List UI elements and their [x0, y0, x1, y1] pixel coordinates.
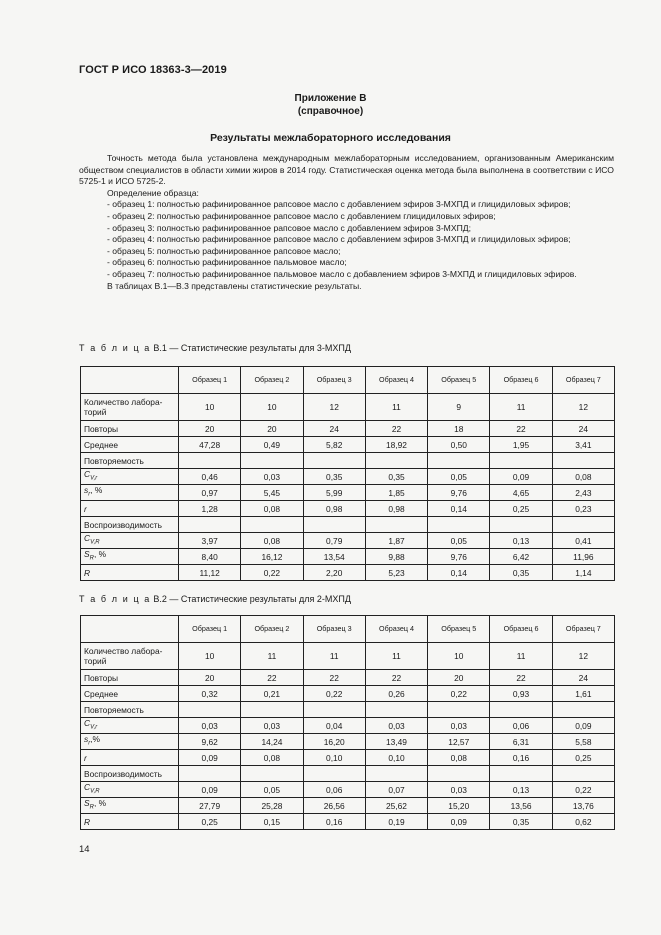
table-cell: 11	[303, 643, 365, 670]
table-cell: 0,05	[241, 782, 303, 798]
table-cell: 6,42	[490, 549, 552, 565]
table2	[80, 615, 615, 830]
table-cell: 11	[365, 394, 427, 421]
table-cell: 0,03	[179, 718, 241, 734]
table-row	[81, 533, 615, 549]
paragraph: - образец 5: полностью рафинированное рапсовое масло;	[107, 245, 341, 256]
table1-caption	[79, 343, 351, 353]
table-cell: 0,16	[303, 814, 365, 830]
table-cell: 24	[303, 421, 365, 437]
column-header: Образец 2	[241, 367, 303, 394]
table-cell: 27,79	[179, 798, 241, 814]
table-cell: 0,22	[303, 686, 365, 702]
table-cell: 11	[241, 643, 303, 670]
table-cell: 5,82	[303, 437, 365, 453]
row-label: Количество лабора- торий	[81, 643, 179, 670]
table-cell: 12	[303, 394, 365, 421]
table-row	[81, 565, 615, 581]
table-cell	[552, 453, 614, 469]
table-cell: 0,09	[179, 750, 241, 766]
table-cell: 0,10	[365, 750, 427, 766]
table-cell: 18,92	[365, 437, 427, 453]
column-header: Образец 4	[365, 367, 427, 394]
table-cell: 0,03	[365, 718, 427, 734]
table-cell: 13,54	[303, 549, 365, 565]
table-cell	[365, 702, 427, 718]
column-header: Образец 4	[365, 616, 427, 643]
row-label: R	[81, 565, 179, 581]
table-cell	[303, 766, 365, 782]
table-cell: 9,62	[179, 734, 241, 750]
header-cell-empty	[81, 616, 179, 643]
table-cell	[490, 517, 552, 533]
table-cell: 1,85	[365, 485, 427, 501]
table-cell: 0,08	[428, 750, 490, 766]
table-row	[81, 670, 615, 686]
table-row	[81, 643, 615, 670]
row-label: $S_R$, %	[81, 549, 179, 565]
table-cell: 0,06	[490, 718, 552, 734]
table-cell: 0,46	[179, 469, 241, 485]
document-header: ГОСТ Р ИСО 18363-3—2019	[79, 64, 227, 76]
row-label: Среднее	[81, 686, 179, 702]
table-cell	[490, 702, 552, 718]
table-cell: 10	[179, 394, 241, 421]
table-cell: 8,40	[179, 549, 241, 565]
table-cell: 13,76	[552, 798, 614, 814]
table-cell: 0,14	[428, 501, 490, 517]
column-header: Образец 3	[303, 367, 365, 394]
table-cell: 22	[490, 670, 552, 686]
table-cell: 0,25	[552, 750, 614, 766]
table-cell	[490, 766, 552, 782]
table-cell: 0,04	[303, 718, 365, 734]
table-cell: 0,16	[490, 750, 552, 766]
table-cell: 22	[241, 670, 303, 686]
table-cell	[241, 702, 303, 718]
table-cell: 11,12	[179, 565, 241, 581]
row-label: $C_{V,r}$	[81, 718, 179, 734]
column-header: Образец 1	[179, 616, 241, 643]
table-cell: 0,08	[241, 533, 303, 549]
table-cell: 0,35	[303, 469, 365, 485]
paragraph: - образец 3: полностью рафинированное рапсовое масло с добавлением эфиров 3-МХПД;	[107, 222, 471, 233]
table-cell: 0,08	[241, 501, 303, 517]
table-cell: 0,35	[490, 565, 552, 581]
table-cell: 11	[365, 643, 427, 670]
table-cell: 0,22	[241, 565, 303, 581]
table-row	[81, 718, 615, 734]
table-cell: 0,03	[241, 469, 303, 485]
table-cell: 0,19	[365, 814, 427, 830]
table-row	[81, 549, 615, 565]
table-cell: 25,28	[241, 798, 303, 814]
annex-title: Результаты межлабораторного исследования	[210, 132, 451, 144]
paragraph: - образец 1: полностью рафинированное рапсовое масло с добавлением эфиров 3-МХПД и глицидиловых эфиров;	[107, 199, 571, 210]
column-header: Образец 1	[179, 367, 241, 394]
table-row	[81, 469, 615, 485]
table-cell: 0,35	[365, 469, 427, 485]
table-cell: 10	[241, 394, 303, 421]
table-row	[81, 394, 615, 421]
table-cell	[552, 766, 614, 782]
table2-caption-text: В.2 — Статистические результаты для 2-МХПД	[150, 594, 351, 604]
table-cell: 9,76	[428, 549, 490, 565]
row-label: $C_{V,r}$	[81, 469, 179, 485]
paragraph: - образец 2: полностью рафинированное рапсовое масло с добавлением глицидиловых эфиров;	[107, 210, 496, 221]
table-cell: 9	[428, 394, 490, 421]
table2-caption-word: Т а б л и ц а	[79, 594, 151, 604]
row-label: Воспроизводимость	[81, 517, 179, 533]
table-cell	[428, 517, 490, 533]
table-cell: 10	[428, 643, 490, 670]
table-cell: 9,88	[365, 549, 427, 565]
table-cell: 0,41	[552, 533, 614, 549]
table-cell	[552, 702, 614, 718]
table-row	[81, 517, 615, 533]
page-number: 14	[79, 844, 90, 855]
table-cell: 12,57	[428, 734, 490, 750]
table-cell: 0,15	[241, 814, 303, 830]
row-label: Количество лабора- торий	[81, 394, 179, 421]
table-cell: 0,10	[303, 750, 365, 766]
table-cell: 11,96	[552, 549, 614, 565]
table-cell: 0,13	[490, 782, 552, 798]
table-cell: 0,97	[179, 485, 241, 501]
table-cell	[365, 766, 427, 782]
row-label: $s_r$, %	[81, 485, 179, 501]
table-row	[81, 798, 615, 814]
table-cell	[241, 453, 303, 469]
row-label: Повторы	[81, 421, 179, 437]
table-cell: 0,07	[365, 782, 427, 798]
table-cell: 0,26	[365, 686, 427, 702]
annex-type: (справочное)	[297, 106, 364, 117]
table-cell: 2,20	[303, 565, 365, 581]
row-label: Повторы	[81, 670, 179, 686]
table-cell: 24	[552, 670, 614, 686]
table1-caption-text: В.1 — Статистические результаты для 3-МХПД	[150, 343, 351, 353]
table-cell: 9,76	[428, 485, 490, 501]
table-row	[81, 501, 615, 517]
table-cell: 0,05	[428, 533, 490, 549]
table-row	[81, 702, 615, 718]
row-label: $S_R$, %	[81, 798, 179, 814]
table-cell: 0,98	[365, 501, 427, 517]
annex-label: Приложение В	[294, 93, 367, 104]
table-cell: 24	[552, 421, 614, 437]
column-header: Образец 5	[428, 367, 490, 394]
table-cell: 5,99	[303, 485, 365, 501]
table-cell: 25,62	[365, 798, 427, 814]
table-cell: 22	[365, 670, 427, 686]
column-header: Образец 6	[490, 616, 552, 643]
table-cell	[428, 766, 490, 782]
table-cell: 0,49	[241, 437, 303, 453]
table-cell	[179, 766, 241, 782]
table-cell: 26,56	[303, 798, 365, 814]
table-header-row	[81, 616, 615, 643]
table-cell: 0,08	[552, 469, 614, 485]
row-label: Повторяемость	[81, 453, 179, 469]
table-cell: 0,23	[552, 501, 614, 517]
table-cell	[179, 453, 241, 469]
table-cell	[179, 517, 241, 533]
table-cell: 0,14	[428, 565, 490, 581]
table-cell: 0,32	[179, 686, 241, 702]
table-row	[81, 766, 615, 782]
table-cell: 22	[303, 670, 365, 686]
column-header: Образец 6	[490, 367, 552, 394]
table-cell: 0,03	[428, 782, 490, 798]
table-cell: 15,20	[428, 798, 490, 814]
table-cell	[303, 453, 365, 469]
table-cell: 0,05	[428, 469, 490, 485]
table-cell: 1,95	[490, 437, 552, 453]
table-cell: 16,20	[303, 734, 365, 750]
table-cell: 5,45	[241, 485, 303, 501]
table-cell: 0,06	[303, 782, 365, 798]
table-cell: 47,28	[179, 437, 241, 453]
table-cell: 0,79	[303, 533, 365, 549]
table-cell	[428, 702, 490, 718]
table-cell: 0,22	[428, 686, 490, 702]
row-label: r	[81, 501, 179, 517]
table-cell: 11	[490, 394, 552, 421]
table-cell: 3,41	[552, 437, 614, 453]
table-row	[81, 750, 615, 766]
table-cell: 11	[490, 643, 552, 670]
column-header: Образец 7	[552, 616, 614, 643]
table-row	[81, 437, 615, 453]
table-cell: 2,43	[552, 485, 614, 501]
table-cell: 18	[428, 421, 490, 437]
table-cell	[303, 517, 365, 533]
table-cell: 20	[179, 670, 241, 686]
table-cell: 20	[241, 421, 303, 437]
table-cell: 1,28	[179, 501, 241, 517]
table-cell: 0,62	[552, 814, 614, 830]
row-label: Воспроизводимость	[81, 766, 179, 782]
table-cell: 0,93	[490, 686, 552, 702]
header-cell-empty	[81, 367, 179, 394]
table-cell	[303, 702, 365, 718]
table-cell: 5,58	[552, 734, 614, 750]
table-cell: 0,98	[303, 501, 365, 517]
row-label: r	[81, 750, 179, 766]
row-label: Среднее	[81, 437, 179, 453]
table-row	[81, 814, 615, 830]
annex-heading	[0, 92, 661, 118]
paragraph: - образец 6: полностью рафинированное пальмовое масло;	[107, 257, 347, 268]
table-cell: 0,08	[241, 750, 303, 766]
table-cell	[179, 702, 241, 718]
table-cell	[241, 517, 303, 533]
table-cell: 0,21	[241, 686, 303, 702]
column-header: Образец 2	[241, 616, 303, 643]
table-row	[81, 782, 615, 798]
table-cell: 0,13	[490, 533, 552, 549]
table-header-row	[81, 367, 615, 394]
table-cell: 6,31	[490, 734, 552, 750]
table-cell	[365, 517, 427, 533]
table-cell	[490, 453, 552, 469]
table-cell	[241, 766, 303, 782]
table1	[80, 366, 615, 581]
table-cell: 12	[552, 394, 614, 421]
table-cell: 1,14	[552, 565, 614, 581]
table-cell: 16,12	[241, 549, 303, 565]
table-cell: 0,09	[428, 814, 490, 830]
table-cell: 13,49	[365, 734, 427, 750]
column-header: Образец 3	[303, 616, 365, 643]
table-cell: 0,09	[552, 718, 614, 734]
table-cell: 0,25	[490, 501, 552, 517]
table-cell: 10	[179, 643, 241, 670]
table-cell: 0,03	[241, 718, 303, 734]
table-cell: 3,97	[179, 533, 241, 549]
table1-caption-word: Т а б л и ц а	[79, 343, 151, 353]
table-row	[81, 421, 615, 437]
table-cell: 0,35	[490, 814, 552, 830]
table-cell	[428, 453, 490, 469]
table-cell: 0,22	[552, 782, 614, 798]
row-label: $s_r,\%$	[81, 734, 179, 750]
table-row	[81, 686, 615, 702]
table-cell: 0,09	[179, 782, 241, 798]
table-cell: 22	[490, 421, 552, 437]
table-cell	[552, 517, 614, 533]
table-cell: 14,24	[241, 734, 303, 750]
column-header: Образец 7	[552, 367, 614, 394]
row-label: $C_{V,R}$	[81, 782, 179, 798]
table-cell: 4,65	[490, 485, 552, 501]
paragraph: Точность метода была установлена международным межлабораторным исследованием, организованным Американским обществом специалистов в области химии жиров в 2014 году. Статистическая оценка метода была выполнена в соответствии с ИСО 5725-1 и ИСО 5725-2.	[79, 153, 614, 187]
table-cell: 1,61	[552, 686, 614, 702]
row-label: R	[81, 814, 179, 830]
body-text	[79, 153, 614, 292]
paragraph: В таблицах В.1—В.3 представлены статистические результаты.	[107, 280, 362, 291]
table-row	[81, 734, 615, 750]
table-cell: 0,25	[179, 814, 241, 830]
table-cell: 0,09	[490, 469, 552, 485]
row-label: $C_{V,R}$	[81, 533, 179, 549]
table-row	[81, 485, 615, 501]
table-cell: 12	[552, 643, 614, 670]
table-cell: 20	[428, 670, 490, 686]
table-cell: 0,03	[428, 718, 490, 734]
table-cell: 22	[365, 421, 427, 437]
table-cell: 5,23	[365, 565, 427, 581]
table-cell: 0,50	[428, 437, 490, 453]
paragraph: Определение образца:	[107, 187, 199, 198]
table-row	[81, 453, 615, 469]
table2-caption	[79, 594, 351, 604]
column-header: Образец 5	[428, 616, 490, 643]
table-cell: 1,87	[365, 533, 427, 549]
table-cell: 20	[179, 421, 241, 437]
paragraph: - образец 4: полностью рафинированное рапсовое масло с добавлением эфиров 3-МХПД и глицидиловых эфиров;	[107, 234, 571, 245]
row-label: Повторяемость	[81, 702, 179, 718]
table-cell: 13,56	[490, 798, 552, 814]
table-cell	[365, 453, 427, 469]
paragraph: - образец 7: полностью рафинированное пальмовое масло с добавлением эфиров 3-МХПД и глицидиловых эфиров.	[107, 268, 577, 279]
